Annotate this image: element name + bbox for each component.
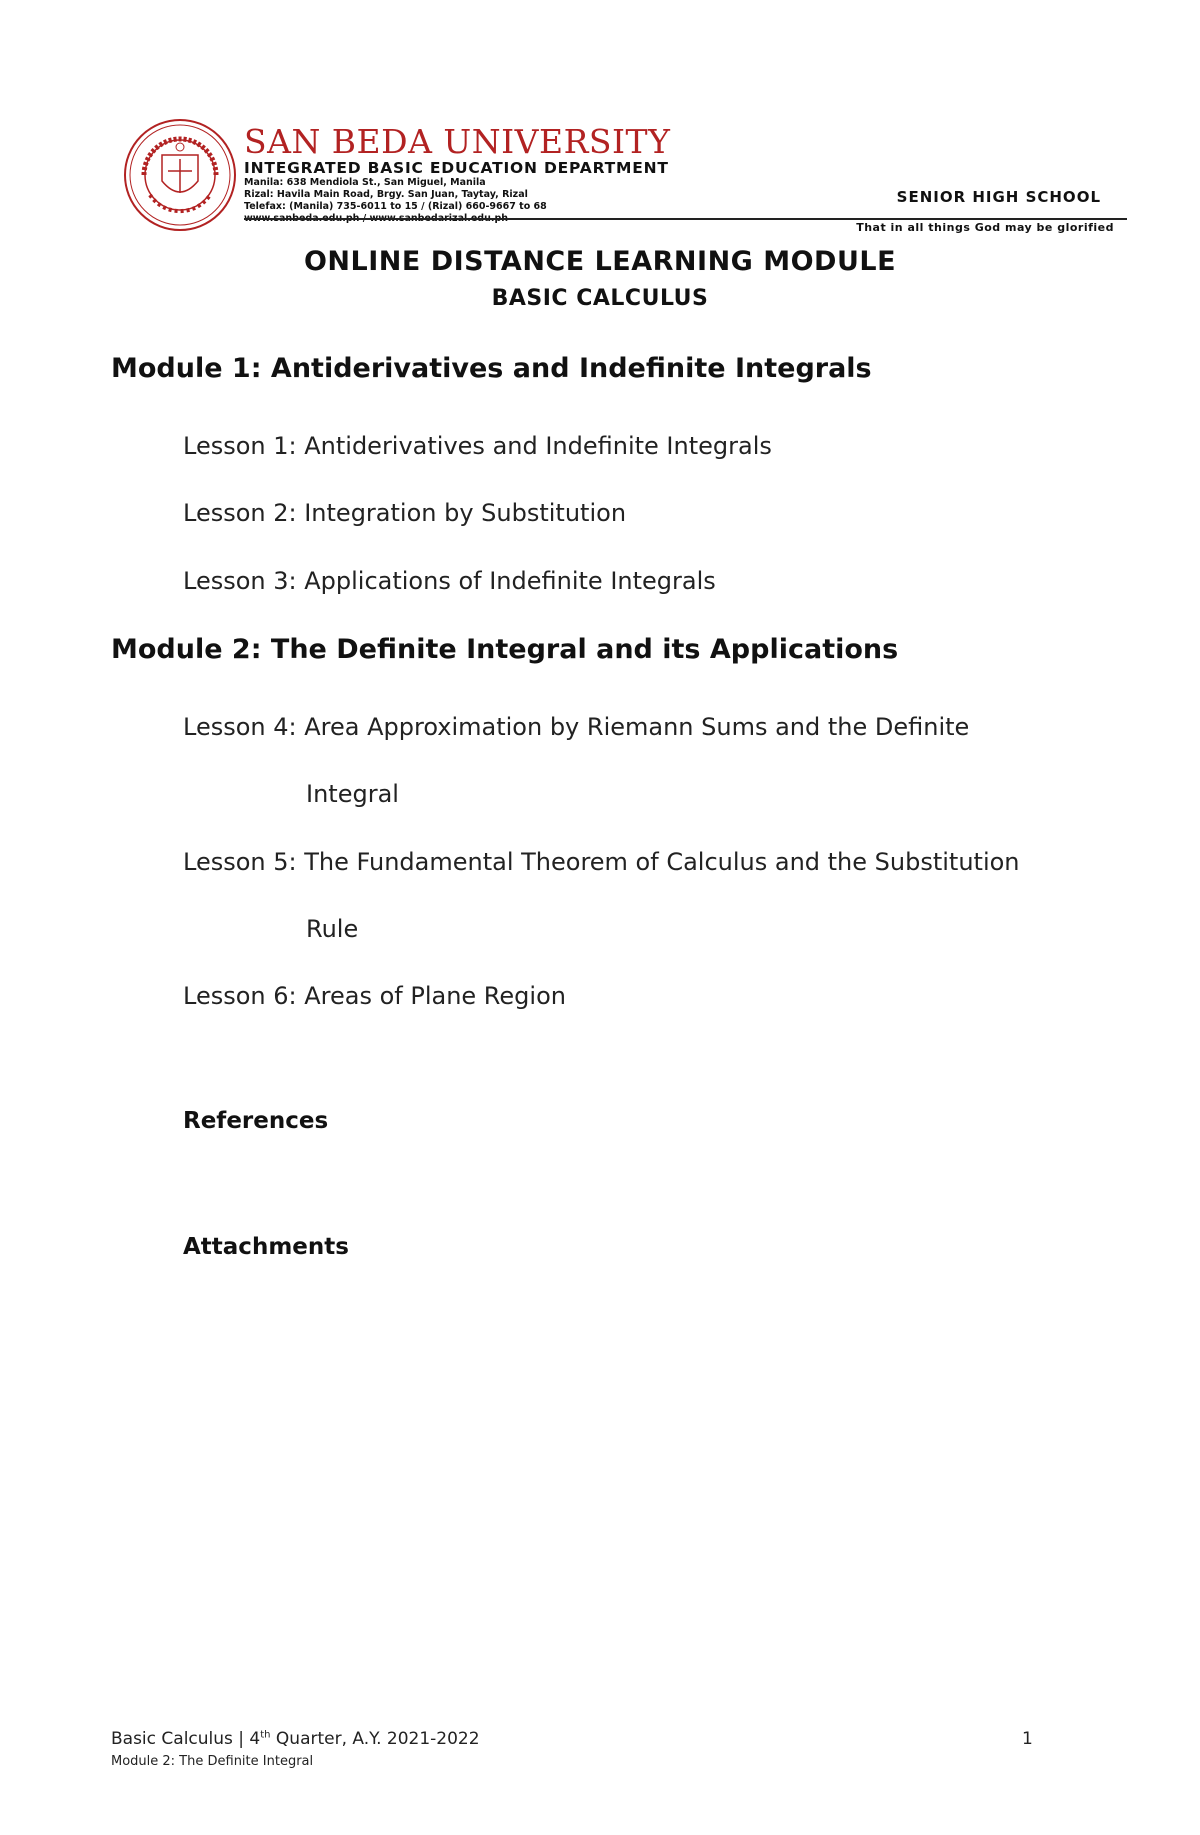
- motto: That in all things God may be glorified: [856, 221, 1114, 234]
- subject-title: BASIC CALCULUS: [491, 286, 709, 311]
- lesson-3: Lesson 3: Applications of Indefinite Integrals: [183, 567, 716, 595]
- page-number: 1: [1022, 1729, 1033, 1749]
- footer-course-info: [111, 1729, 480, 1749]
- university-seal-icon: [122, 117, 238, 233]
- header-divider: [244, 218, 1127, 220]
- lesson-4-continued: Integral: [306, 780, 399, 808]
- document-title: ONLINE DISTANCE LEARNING MODULE: [303, 246, 897, 277]
- address-line-rizal: Rizal: Havila Main Road, Brgy. San Juan, Taytay, Rizal: [244, 189, 528, 200]
- telefax-line: Telefax: (Manila) 735-6011 to 15 / (Rizal) 660-9667 to 68: [244, 201, 547, 212]
- lesson-4: Lesson 4: Area Approximation by Riemann Sums and the Definite: [183, 713, 970, 741]
- lesson-2: Lesson 2: Integration by Substitution: [183, 499, 627, 527]
- module-1-heading: Module 1: Antiderivatives and Indefinite Integrals: [111, 353, 872, 384]
- footer-module-note: Module 2: The Definite Integral: [111, 1754, 314, 1769]
- lesson-1: Lesson 1: Antiderivatives and Indefinite Integrals: [183, 432, 772, 460]
- lesson-5: Lesson 5: The Fundamental Theorem of Calculus and the Substitution: [183, 848, 1020, 876]
- footer-course-rest: Quarter, A.Y. 2021-2022: [270, 1729, 480, 1749]
- attachments-heading: Attachments: [183, 1234, 349, 1260]
- address-line-manila: Manila: 638 Mendiola St., San Miguel, Manila: [244, 177, 486, 188]
- department-name: INTEGRATED BASIC EDUCATION DEPARTMENT: [244, 159, 669, 177]
- letterhead: [122, 117, 1127, 237]
- lesson-5-continued: Rule: [306, 915, 359, 943]
- lesson-6: Lesson 6: Areas of Plane Region: [183, 982, 566, 1010]
- school-level: SENIOR HIGH SCHOOL: [896, 188, 1101, 206]
- footer-ordinal-suffix: th: [260, 1729, 271, 1741]
- website-line: www.sanbeda.edu.ph / www.sanbedarizal.edu.ph: [244, 213, 509, 224]
- university-block: [244, 122, 804, 225]
- module-2-heading: Module 2: The Definite Integral and its Applications: [111, 634, 899, 665]
- references-heading: References: [183, 1108, 329, 1134]
- footer-course-prefix: Basic Calculus | 4: [111, 1729, 261, 1749]
- university-name: SAN BEDA UNIVERSITY: [244, 122, 671, 161]
